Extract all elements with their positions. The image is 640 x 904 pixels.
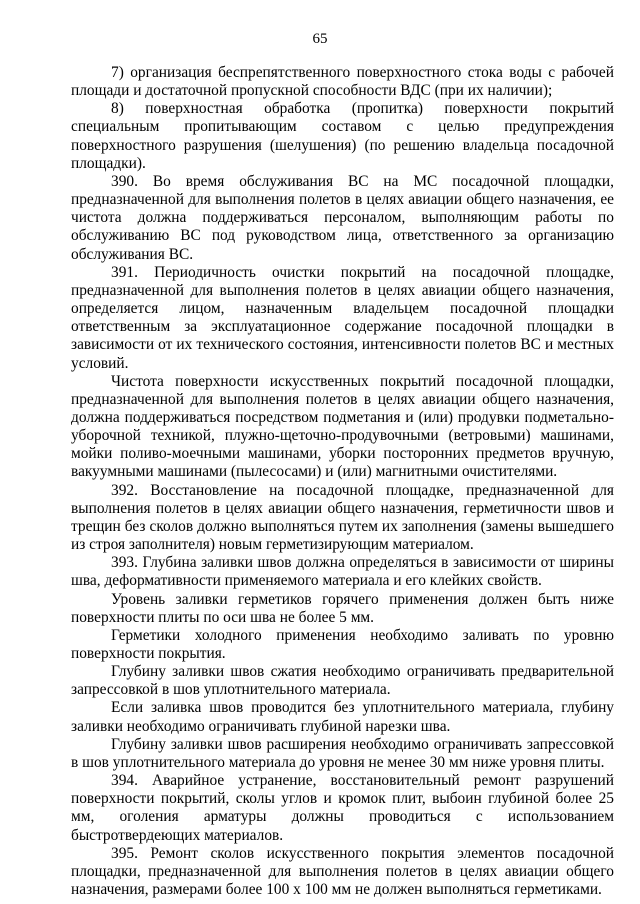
- paragraph-390: 390. Во время обслуживания ВС на МС посадочной площадки, предназначенной для выполнения полетов в целях авиации общего назначения, ее чистота должна поддерживаться персоналом, выполняющим работы по обслуживанию ВС под руководством лица, ответственного за организацию обслуживания ВС.: [71, 172, 614, 263]
- paragraph-393-no-sealing-material: Если заливка швов проводится без уплотнительного материала, глубину заливки необходимо ограничивать глубиной нарезки шва.: [71, 699, 614, 735]
- page-number: 65: [312, 31, 328, 47]
- paragraph-393-compression-joints: Глубину заливки швов сжатия необходимо ограничивать предварительной запрессовкой в шов уплотнительного материала.: [71, 663, 614, 699]
- paragraph-item-8: 8) поверхностная обработка (пропитка) поверхности покрытий специальным пропитывающим составом с целью предупреждения поверхностного разрушения (шелушения) (по решению владельца посадочной площадки).: [71, 100, 614, 172]
- paragraph-item-7: 7) организация беспрепятственного поверхностного стока воды с рабочей площади и достаточной пропускной способности ВДС (при их наличии);: [71, 64, 614, 100]
- paragraph-393-cold-sealant: Герметики холодного применения необходимо заливать по уровню поверхности покрытия.: [71, 626, 614, 662]
- paragraph-391-cleanliness: Чистота поверхности искусственных покрытий посадочной площадки, предназначенной для выполнения полетов в целях авиации общего назначения, должна поддерживаться посредством подметания и (или) продувки подметально-уборочной техникой, плужно-щеточно-продувочными (ветровыми) машинами, мойки поливо-моечными машинами, уборки посторонних предметов вручную, вакуумными машинами (пылесосами) и (или) магнитными очистителями.: [71, 372, 614, 481]
- paragraph-391: 391. Периодичность очистки покрытий на посадочной площадке, предназначенной для выполнения полетов в целях авиации общего назначения, определяется лицом, назначенным владельцем посадочной площадки ответственным за эксплуатационное содержание посадочной площадки в зависимости от их технического состояния, интенсивности полетов ВС и местных условий.: [71, 263, 614, 372]
- paragraph-393-hot-sealant: Уровень заливки герметиков горячего применения должен быть ниже поверхности плиты по оси шва не более 5 мм.: [71, 590, 614, 626]
- paragraph-394: 394. Аварийное устранение, восстановительный ремонт разрушений поверхности покрытий, сколы углов и кромок плит, выбоин глубиной более 25 мм, оголения арматуры должны проводиться с использованием быстротвердеющих материалов.: [71, 772, 614, 844]
- paragraph-393-expansion-joints: Глубину заливки швов расширения необходимо ограничивать запрессовкой в шов уплотнительного материала до уровня не менее 30 мм ниже уровня плиты.: [71, 735, 614, 771]
- paragraph-393: 393. Глубина заливки швов должна определяться в зависимости от ширины шва, деформативности применяемого материала и его клейких свойств.: [71, 554, 614, 590]
- document-body: [71, 64, 614, 899]
- paragraph-392: 392. Восстановление на посадочной площадке, предназначенной для выполнения полетов в целях авиации общего назначения, герметичности швов и трещин без сколов должно выполняться путем их заполнения (замены вышедшего из строя заполнителя) новым герметизирующим материалом.: [71, 481, 614, 554]
- paragraph-395: 395. Ремонт сколов искусственного покрытия элементов посадочной площадки, предназначенной для выполнения полетов в целях авиации общего назначения, размерами более 100 х 100 мм не должен выполняться герметиками.: [71, 844, 614, 899]
